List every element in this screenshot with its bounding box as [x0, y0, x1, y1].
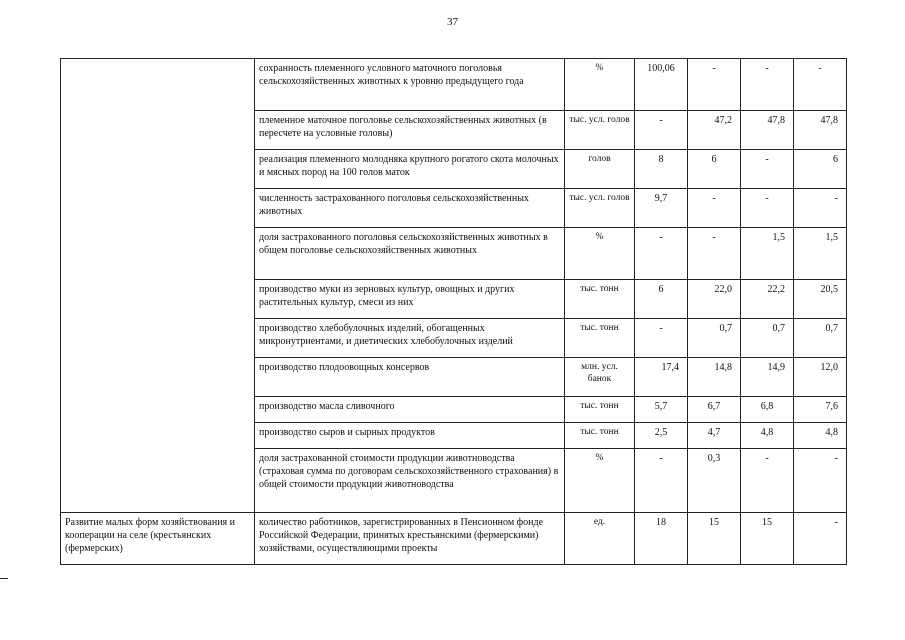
unit-cell: %	[565, 59, 635, 111]
unit-cell: ед.	[565, 513, 635, 565]
value-cell: -	[741, 189, 794, 228]
indicator-cell: производство масла сливочного	[255, 397, 565, 423]
value-cell: 5,7	[635, 397, 688, 423]
unit-cell: тыс. тонн	[565, 280, 635, 319]
value-cell: -	[688, 228, 741, 280]
value-cell: 6,8	[741, 397, 794, 423]
value-cell: 4,7	[688, 423, 741, 449]
unit-cell: %	[565, 228, 635, 280]
value-cell: 4,8	[794, 423, 847, 449]
value-cell: -	[741, 59, 794, 111]
value-cell: 12,0	[794, 358, 847, 397]
value-cell: 15	[688, 513, 741, 565]
value-cell: 47,2	[688, 111, 741, 150]
section-cell	[61, 59, 255, 513]
value-cell: 2,5	[635, 423, 688, 449]
indicator-cell: доля застрахованного поголовья сельскохозяйственных животных в общем поголовье сельскохозяйственных животных	[255, 228, 565, 280]
value-cell: -	[794, 449, 847, 513]
value-cell: 6	[688, 150, 741, 189]
value-cell: -	[741, 150, 794, 189]
unit-cell: %	[565, 449, 635, 513]
value-cell: 7,6	[794, 397, 847, 423]
table-row	[61, 513, 847, 565]
value-cell: 15	[741, 513, 794, 565]
value-cell: -	[794, 189, 847, 228]
value-cell: 1,5	[741, 228, 794, 280]
indicator-cell: производство плодоовощных консервов	[255, 358, 565, 397]
value-cell: -	[635, 111, 688, 150]
value-cell: 0,3	[688, 449, 741, 513]
value-cell: 20,5	[794, 280, 847, 319]
value-cell: 0,7	[794, 319, 847, 358]
indicator-cell: племенное маточное поголовье сельскохозяйственных животных (в пересчете на условные головы)	[255, 111, 565, 150]
table-row	[61, 59, 847, 111]
value-cell: 47,8	[741, 111, 794, 150]
indicator-cell: реализация племенного молодняка крупного рогатого скота молочных и мясных пород на 100 голов маток	[255, 150, 565, 189]
value-cell: 4,8	[741, 423, 794, 449]
indicator-cell: производство муки из зерновых культур, овощных и других растительных культур, смеси из них	[255, 280, 565, 319]
unit-cell: тыс. усл. голов	[565, 189, 635, 228]
indicator-cell: доля застрахованной стоимости продукции животноводства (страховая сумма по договорам сельскохозяйственного страхования) в общей стоимости продукции животноводства	[255, 449, 565, 513]
value-cell: -	[635, 228, 688, 280]
indicator-cell: производство хлебобулочных изделий, обогащенных микронутриентами, и диетических хлебобулочных изделий	[255, 319, 565, 358]
value-cell: 17,4	[635, 358, 688, 397]
value-cell: 6	[635, 280, 688, 319]
value-cell: 0,7	[741, 319, 794, 358]
value-cell: -	[688, 189, 741, 228]
unit-cell: тыс. тонн	[565, 397, 635, 423]
unit-cell: голов	[565, 150, 635, 189]
value-cell: 14,8	[688, 358, 741, 397]
indicator-cell: производство сыров и сырных продуктов	[255, 423, 565, 449]
indicators-table	[60, 58, 847, 565]
value-cell: 9,7	[635, 189, 688, 228]
value-cell: 100,06	[635, 59, 688, 111]
unit-cell: тыс. тонн	[565, 423, 635, 449]
value-cell: 8	[635, 150, 688, 189]
value-cell: 22,2	[741, 280, 794, 319]
value-cell: -	[635, 319, 688, 358]
value-cell: 6	[794, 150, 847, 189]
value-cell: -	[635, 449, 688, 513]
value-cell: -	[741, 449, 794, 513]
indicator-cell: сохранность племенного условного маточного поголовья сельскохозяйственных животных к уровню предыдущего года	[255, 59, 565, 111]
value-cell: -	[794, 59, 847, 111]
value-cell: 6,7	[688, 397, 741, 423]
unit-cell: млн. усл. банок	[565, 358, 635, 397]
value-cell: 22,0	[688, 280, 741, 319]
value-cell: -	[688, 59, 741, 111]
value-cell: 1,5	[794, 228, 847, 280]
page-number: 37	[447, 16, 458, 28]
unit-cell: тыс. тонн	[565, 319, 635, 358]
value-cell: 0,7	[688, 319, 741, 358]
value-cell: -	[794, 513, 847, 565]
value-cell: 14,9	[741, 358, 794, 397]
value-cell: 18	[635, 513, 688, 565]
section-cell: Развитие малых форм хозяйствования и кооперации на селе (крестьянских (фермерских)	[61, 513, 255, 565]
indicator-cell: численность застрахованного поголовья сельскохозяйственных животных	[255, 189, 565, 228]
value-cell: 47,8	[794, 111, 847, 150]
indicator-cell: количество работников, зарегистрированных в Пенсионном фонде Российской Федерации, принятых крестьянскими (фермерскими) хозяйствами, осуществляющими проекты	[255, 513, 565, 565]
unit-cell: тыс. усл. голов	[565, 111, 635, 150]
margin-mark	[0, 578, 8, 579]
